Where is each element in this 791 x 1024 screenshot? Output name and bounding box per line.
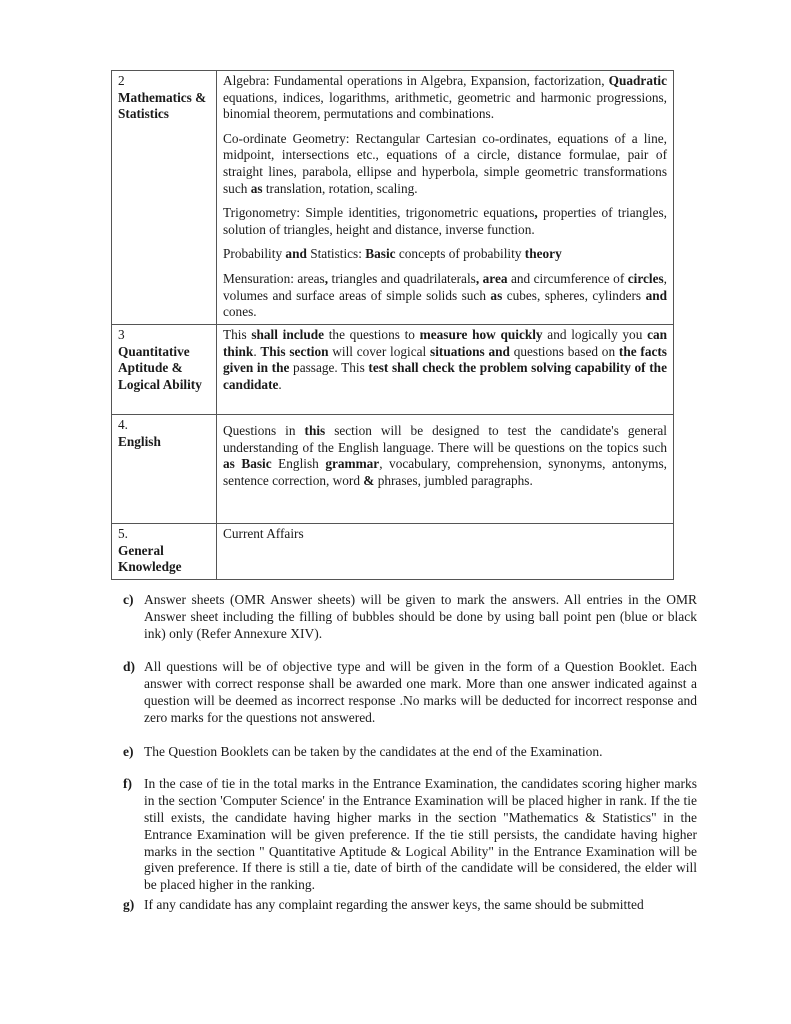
list-item-label: d) [123,659,136,675]
list-item-label: c) [123,592,134,607]
list-item-label: e) [123,743,134,759]
section-name: Quantitative Aptitude & Logical Ability [118,343,202,392]
description-cell [217,415,674,524]
table-row [112,524,674,580]
section-number: 4. [118,417,128,432]
section-cell [112,71,217,325]
section-number: 5. [118,526,128,541]
list-item-label: g) [123,896,135,912]
description-paragraph: Questions in this section will be designed to test the candidate's general understanding of the English language. There will be questions on the topics such as Basic English grammar, vocabulary, comprehension, synonyms, antonyms, sentence correction, word & phrases, jumbled paragraphs. [223,423,667,488]
description-paragraph: Trigonometry: Simple identities, trigonometric equations, properties of triangles, solution of triangles, height and distance, inverse function. [223,205,667,237]
list-item [123,659,697,726]
list-item [123,897,697,914]
list-item [123,776,697,894]
section-number: 2 [118,73,125,88]
description-paragraph: Mensuration: areas, triangles and quadrilaterals, area and circumference of circles, volumes and surface areas of simple solids such as cubes, spheres, cylinders and cones. [223,270,668,320]
table-row [112,325,674,415]
list-item-text: Answer sheets (OMR Answer sheets) will be given to mark the answers. All entries in the OMR Answer sheet including the filling of bubbles should be done by using ball point pen (blue or black ink) only (Refer Annexure XIV). [144,592,697,641]
section-number: 3 [118,327,125,342]
description-cell [217,71,674,325]
section-cell [112,415,217,524]
description-paragraph: Co-ordinate Geometry: Rectangular Cartesian co-ordinates, equations of a line, midpoint, intersections etc., equations of a circle, distance formulae, pair of straight lines, parabola, ellipse and hyperbola, simple geometric transformations such as translation, rotation, scaling. [223,130,667,196]
list-item-label: f) [123,776,132,792]
list-item-text: The Question Booklets can be taken by the candidates at the end of the Examination. [144,743,603,759]
description-cell [217,524,674,580]
description-cell [217,325,674,415]
description-paragraph: Algebra: Fundamental operations in Algebra, Expansion, factorization, Quadratic equations, indices, logarithms, arithmetic, geometric and harmonic progressions, binomial theorem, permutations and combinations. [223,73,667,122]
section-cell [112,325,217,415]
section-name: General Knowledge [118,542,182,575]
list-item-text: In the case of tie in the total marks in the Entrance Examination, the candidates scoring higher marks in the section 'Computer Science' in the Entrance Examination will be placed higher in rank. If the tie still exists, the candidate having higher marks in the section "Mathematics & Statistics" in the Entrance Examination will be given preference. If the tie still persists, the candidate having higher marks in the section " Quantitative Aptitude & Logical Ability" in the Entrance Examination will be given preference. If there is still a tie, date of birth of the candidate will be considered, the elder will be placed higher in the ranking. [144,776,697,893]
list-item-text: All questions will be of objective type and will be given in the form of a Question Booklet. Each answer with correct response shall be awarded one mark. More than one answer indicated against a question will be deemed as incorrect response .No marks will be deducted for incorrect response and zero marks for the questions not answered. [144,659,697,725]
list-item [123,592,697,642]
description-paragraph: This shall include the questions to measure how quickly and logically you can think. This section will cover logical situations and questions based on the facts given in the passage. This test shall check the problem solving capability of the candidate. [223,327,668,392]
section-cell [112,524,217,580]
table-row [112,71,674,325]
section-name: English [118,433,161,449]
syllabus-table [111,70,674,580]
list-item [123,744,697,761]
table-row [112,415,674,524]
description-paragraph: Current Affairs [223,526,304,541]
list-item-text: If any candidate has any complaint regarding the answer keys, the same should be submitted [144,896,644,912]
instruction-list [123,592,697,931]
description-paragraph: Probability and Statistics: Basic concepts of probability theory [223,246,562,262]
section-name: Mathematics & Statistics [118,89,207,122]
